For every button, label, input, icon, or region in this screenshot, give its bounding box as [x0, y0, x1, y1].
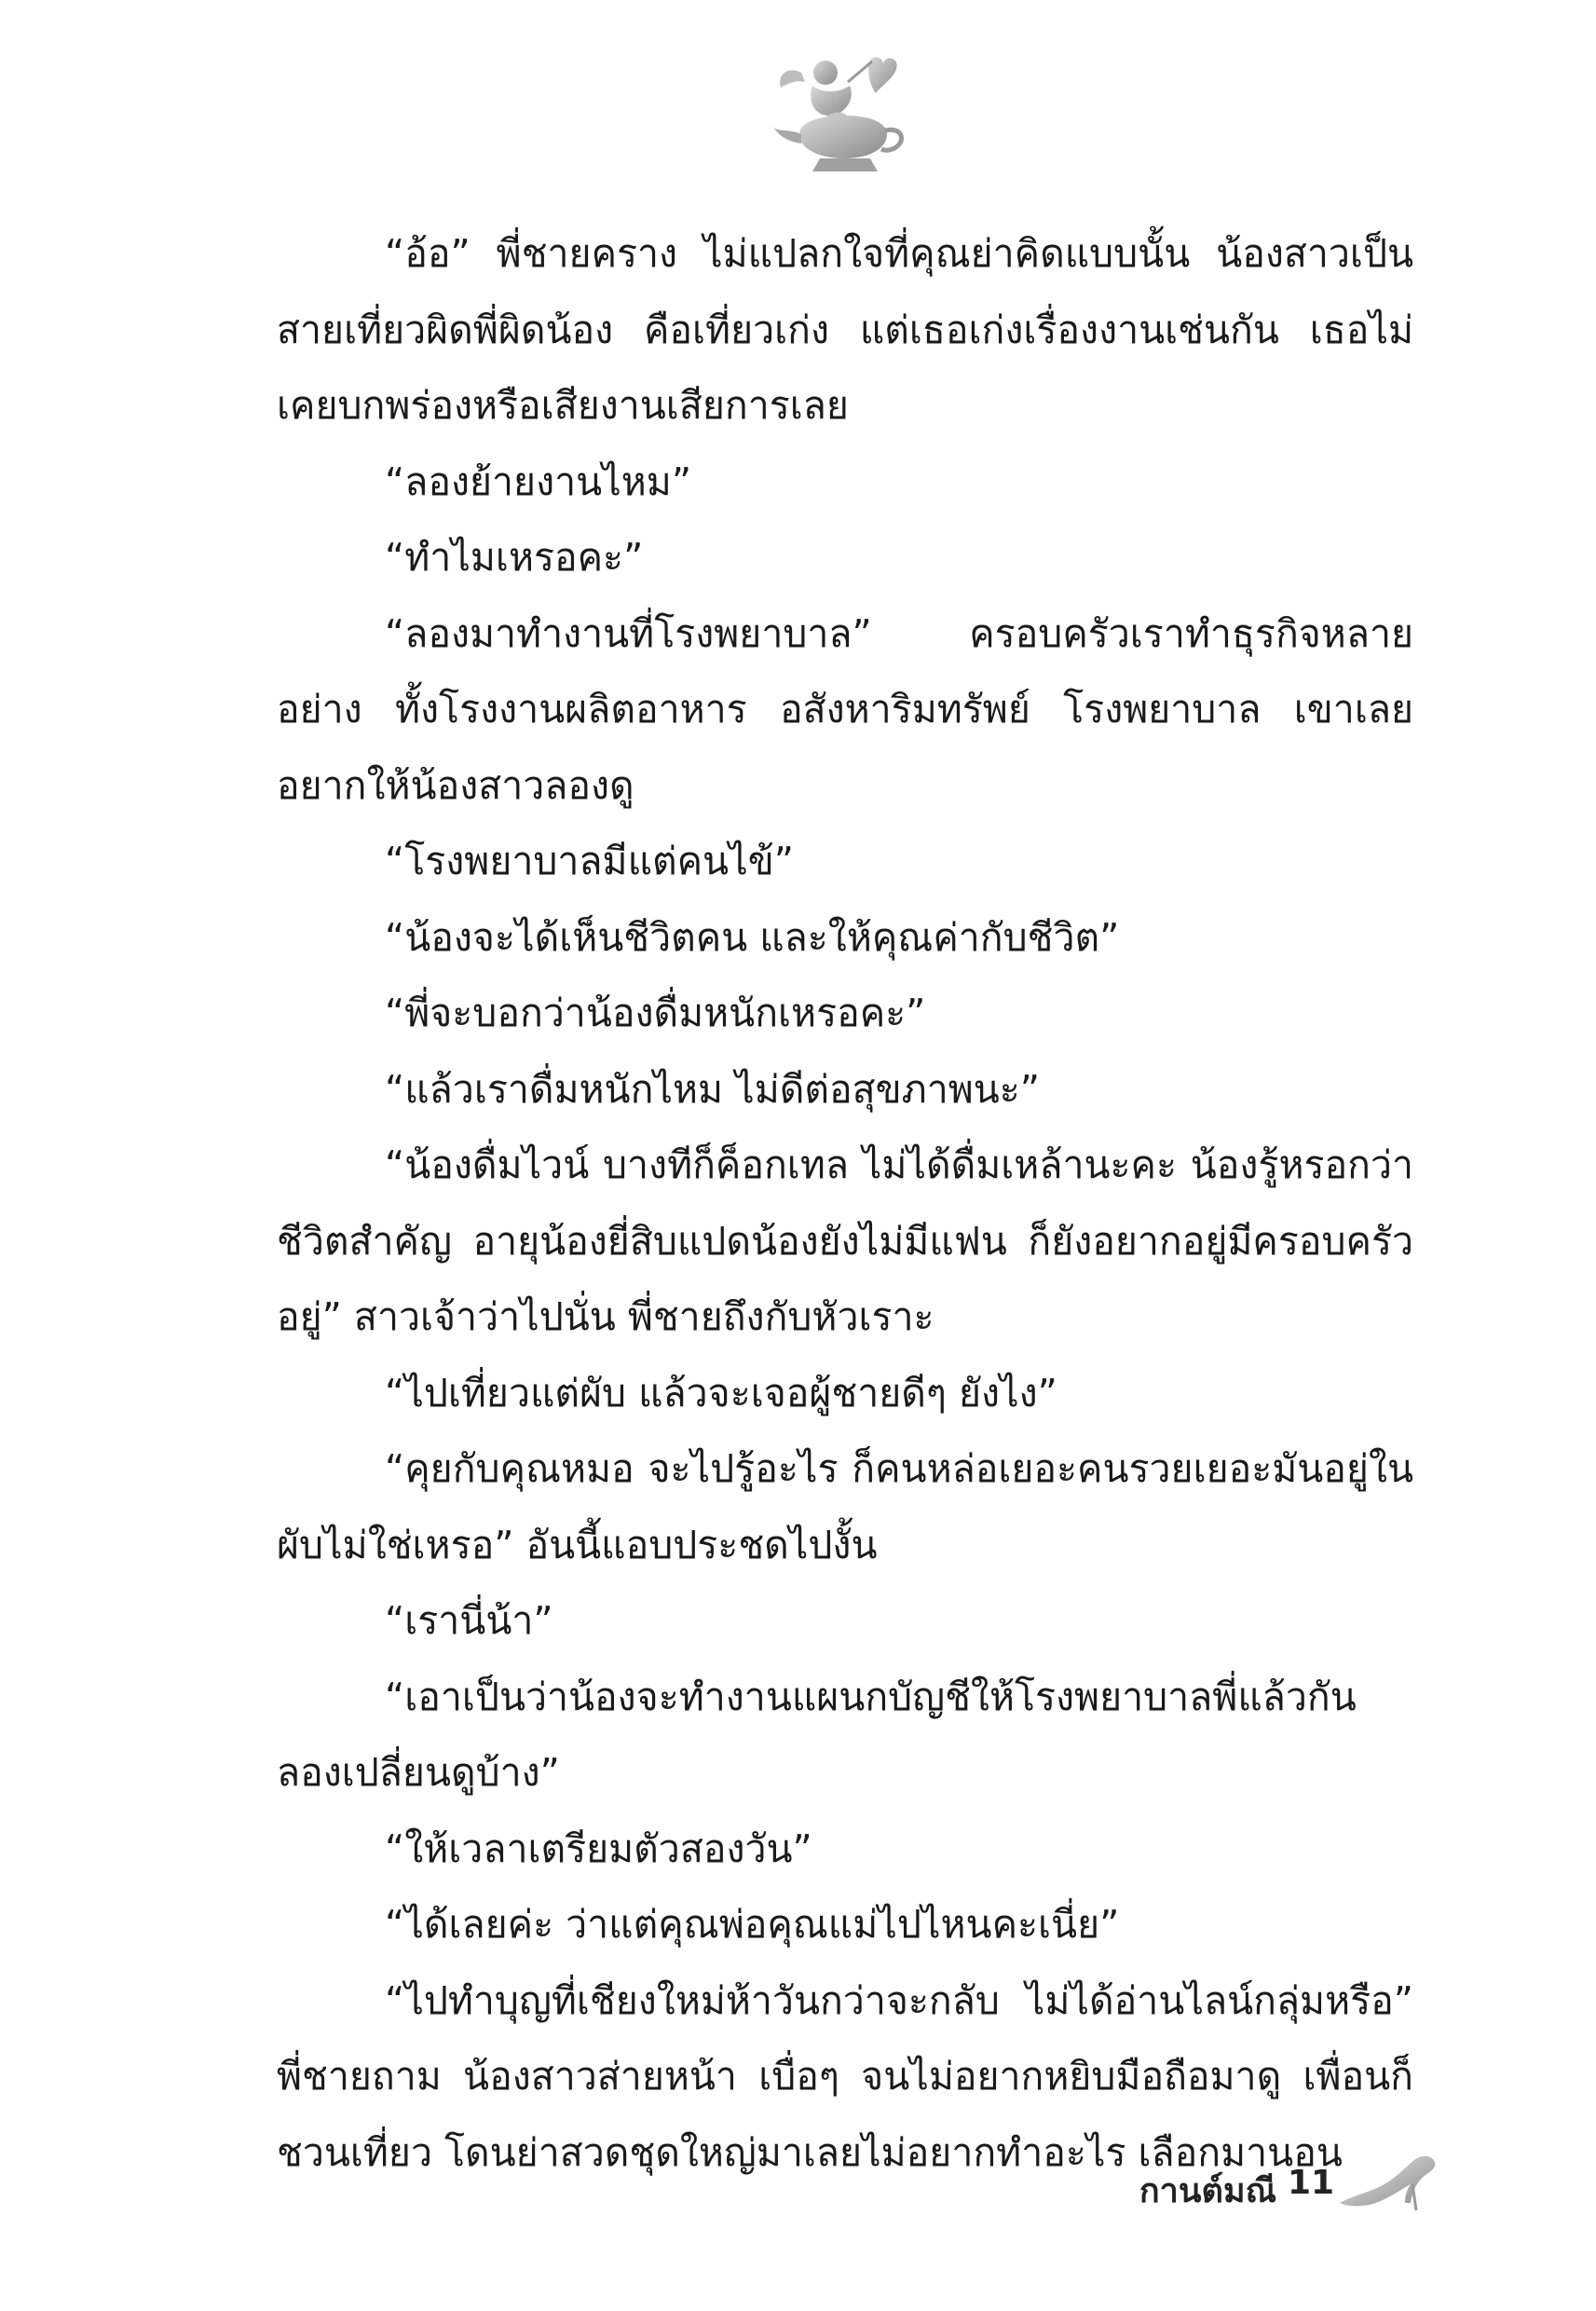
cupid-teapot-icon	[764, 45, 913, 185]
paragraph: “ลองย้ายงานไหม”	[385, 458, 692, 504]
page-footer	[1090, 2143, 1444, 2227]
book-title: กานต์มณี	[1139, 2172, 1276, 2210]
paragraph: “แล้วเราดื่มหนักไหม ไม่ดีต่อสุขภาพนะ”	[385, 1066, 1041, 1112]
paragraph: “โรงพยาบาลมีแต่คนไข้”	[385, 839, 794, 883]
page-number: 11	[1288, 2164, 1335, 2202]
paragraph: “ทำไมเหรอคะ”	[385, 535, 644, 580]
high-heel-shoe-icon	[1334, 2151, 1442, 2216]
paragraph: “ได้เลยค่ะ ว่าแต่คุณพ่อคุณแม่ไปไหนคะเนี่ย”	[385, 1902, 1120, 1947]
paragraph: “น้องจะได้เห็นชีวิตคน และให้คุณค่ากับชีวิต”	[385, 914, 1120, 960]
paragraph: “น้องดื่มไวน์ บางทีก็ค็อกเทล ไม่ได้ดื่มเหล้านะคะ น้องรู้หรอกว่าชีวิตสำคัญ อายุน้องยี่สิบแปดน้องยังไม่มีแฟน ก็ยังอยากอยู่มีครอบครัวอยู่” สาวเจ้าว่าไปนั่น พี่ชายถึงกับหัวเราะ	[277, 1142, 1413, 1339]
paragraph: “อ้อ” พี่ชายคราง ไม่แปลกใจที่คุณย่าคิดแบบนั้น น้องสาวเป็นสายเที่ยวผิดพี่ผิดน้อง คือเที่ยวเก่ง แต่เธอเก่งเรื่องงานเช่นกัน เธอไม่เคยบกพร่องหรือเสียงานเสียการเลย	[277, 231, 1413, 428]
paragraph: “ลองมาทำงานที่โรงพยาบาล” ครอบครัวเราทำธุรกิจหลายอย่าง ทั้งโรงงานผลิตอาหาร อสังหาริมทรัพย์ โรงพยาบาล เขาเลยอยากให้น้องสาวลองดู	[277, 610, 1413, 808]
body-text	[277, 216, 1413, 2191]
paragraph: “เรานี่น้า”	[385, 1598, 553, 1643]
paragraph: “พี่จะบอกว่าน้องดื่มหนักเหรอคะ”	[385, 991, 926, 1035]
paragraph: “ให้เวลาเตรียมตัวสองวัน”	[385, 1826, 812, 1871]
paragraph: “ไปเที่ยวแต่ผับ แล้วจะเจอผู้ชายดีๆ ยังไง”	[385, 1370, 1057, 1415]
paragraph: “คุยกับคุณหมอ จะไปรู้อะไร ก็คนหล่อเยอะคนรวยเยอะมันอยู่ในผับไม่ใช่เหรอ” อันนี้แอบประชดไปงั้น	[277, 1446, 1413, 1567]
paragraph: “ไปทำบุญที่เชียงใหม่ห้าวันกว่าจะกลับ ไม่ได้อ่านไลน์กลุ่มหรือ” พี่ชายถาม น้องสาวส่ายหน้า เบื่อๆ จนไม่อยากหยิบมือถือมาดู เพื่อนก็ชวนเที่ยว โดนย่าสวดชุดใหญ่มาเลยไม่อยากทำอะไร เลือกมานอน	[277, 1977, 1413, 2175]
paragraph: “เอาเป็นว่าน้องจะทำงานแผนกบัญชีให้โรงพยาบาลพี่แล้วกัน ลองเปลี่ยนดูบ้าง”	[277, 1674, 1357, 1795]
